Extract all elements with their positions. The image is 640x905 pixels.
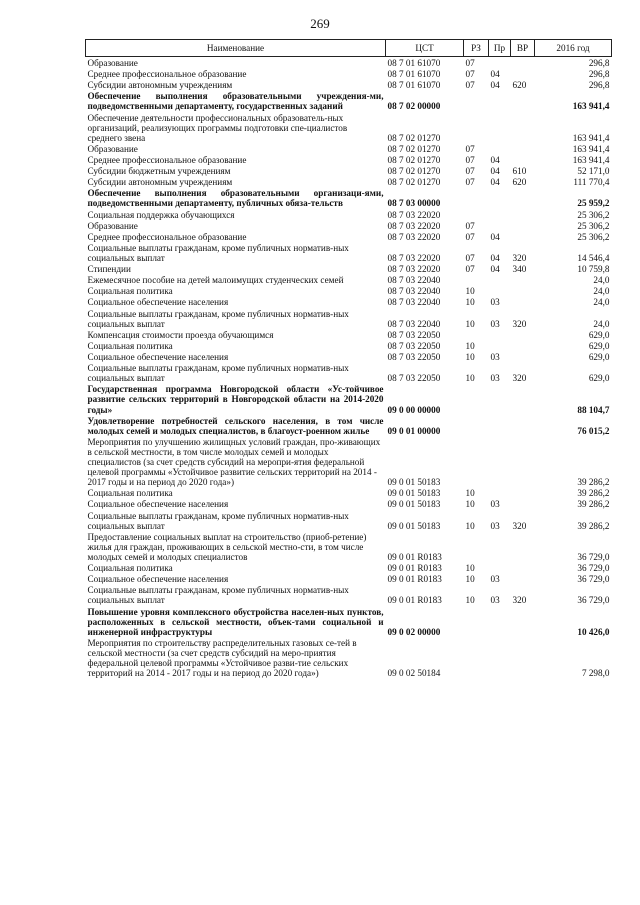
row-pr-code	[489, 220, 511, 231]
row-pr-code	[489, 187, 511, 208]
row-cst-code: 08 7 03 22020	[387, 264, 441, 275]
row-rz-code: 10	[465, 563, 475, 574]
row-vr-code	[511, 498, 535, 509]
row-sum-2016: 24,0	[593, 297, 610, 308]
row-rz-code: 07	[465, 231, 475, 242]
row-cst-code: 09 0 01 50183	[387, 520, 441, 531]
table-row	[86, 143, 612, 154]
table-row	[86, 606, 612, 637]
row-vr-code: 320	[512, 252, 527, 263]
row-rz-code	[464, 112, 489, 143]
row-sum-2016: 24,0	[593, 286, 610, 297]
row-vr-code	[511, 383, 535, 414]
row-name: Обеспечение выполнения образовательными организаци-ями, подведомственными департаменту, публичных обяза-тельств	[87, 188, 384, 209]
row-pr-code	[489, 329, 511, 340]
row-cst-code: 08 7 03 22020	[387, 231, 441, 242]
row-cst-code: 08 7 03 22040	[387, 297, 441, 308]
row-name: Образование	[87, 220, 138, 231]
row-rz-code: 07	[465, 69, 475, 80]
table-row	[86, 296, 612, 307]
table-row	[86, 362, 612, 383]
header-rz: РЗ	[464, 40, 489, 57]
row-pr-code	[489, 531, 511, 562]
row-name: Субсидии автономным учреждениям	[87, 80, 233, 91]
row-cst-code: 09 0 02 50184	[387, 668, 441, 679]
row-pr-code: 03	[490, 351, 500, 362]
row-vr-code	[511, 143, 535, 154]
row-pr-code	[489, 487, 511, 498]
row-cst-code: 08 7 03 22020	[387, 252, 441, 263]
row-rz-code: 07	[465, 177, 475, 188]
header-sum: 2016 год	[535, 40, 612, 57]
row-sum-2016: 52 171,0	[577, 166, 610, 177]
row-vr-code	[511, 57, 535, 69]
row-sum-2016: 88 104,7	[577, 404, 610, 415]
row-name: Стипендии	[87, 264, 131, 275]
row-rz-code: 07	[465, 80, 475, 91]
row-sum-2016: 296,8	[588, 80, 610, 91]
row-rz-code	[464, 329, 489, 340]
row-name: Предоставление социальных выплат на строительство (приоб-ретение) жилья для граждан, проживающих в сельской местно-сти, в том числе молодых семей и молодых специалистов	[87, 531, 367, 563]
row-name: Среднее профессиональное образование	[87, 154, 247, 165]
row-rz-code: 10	[465, 297, 475, 308]
row-rz-code	[464, 187, 489, 208]
row-name: Субсидии автономным учреждениям	[87, 177, 233, 188]
row-cst-code: 08 7 02 01270	[387, 132, 441, 143]
row-cst-code: 09 0 01 50183	[387, 499, 441, 510]
row-name: Социальное обеспечение населения	[87, 574, 229, 585]
row-vr-code	[511, 220, 535, 231]
row-pr-code	[489, 415, 511, 436]
row-sum-2016: 36 729,0	[577, 574, 610, 585]
row-sum-2016: 24,0	[593, 318, 610, 329]
table-row	[86, 231, 612, 242]
row-pr-code: 04	[490, 154, 500, 165]
row-rz-code: 10	[465, 488, 475, 499]
row-rz-code	[464, 90, 489, 111]
row-pr-code: 04	[490, 166, 500, 177]
table-row	[86, 498, 612, 509]
row-vr-code	[511, 487, 535, 498]
row-rz-code: 10	[465, 595, 475, 606]
row-name: Социальные выплаты гражданам, кроме публичных норматив-ных социальных выплат	[87, 510, 349, 531]
row-rz-code: 07	[465, 58, 475, 68]
row-vr-code: 620	[512, 80, 527, 91]
table-row	[86, 68, 612, 79]
row-pr-code	[489, 285, 511, 296]
row-name: Удовлетворение потребностей сельского населения, в том числе молодых семей и молодых специалистов, в благоуст-роенном жилье	[87, 415, 384, 436]
row-name: Социальные выплаты гражданам, кроме публичных норматив-ных социальных выплат	[87, 308, 349, 329]
row-rz-code: 10	[465, 499, 475, 510]
row-cst-code: 09 0 01 00000	[387, 425, 441, 436]
page-number: 269	[310, 16, 330, 31]
row-pr-code: 04	[490, 69, 500, 80]
table-row	[86, 176, 612, 187]
row-sum-2016: 629,0	[588, 340, 610, 351]
row-pr-code	[489, 383, 511, 414]
row-rz-code: 10	[465, 340, 475, 351]
row-sum-2016: 25 306,2	[577, 220, 610, 231]
row-cst-code: 08 7 01 61070	[387, 80, 441, 91]
row-name: Мероприятия по строительству распределительных газовых се-тей в сельской местности (за счет средств субсидий на меро-приятия федеральной целевой программы «Устойчивое разви-тие сельских территорий на 2014 - 2017 годы и на период до 2020 года»)	[87, 637, 357, 679]
table-row	[86, 220, 612, 231]
row-name: Социальное обеспечение населения	[87, 351, 229, 362]
row-rz-code: 10	[465, 574, 475, 585]
header-name: Наименование	[86, 40, 386, 57]
row-name: Компенсация стоимости проезда обучающимся	[87, 329, 274, 340]
row-name: Социальное обеспечение населения	[87, 297, 229, 308]
row-sum-2016: 24,0	[593, 275, 610, 286]
row-pr-code	[489, 209, 511, 220]
row-pr-code: 04	[490, 177, 500, 188]
row-pr-code	[489, 143, 511, 154]
row-sum-2016: 296,8	[588, 58, 610, 68]
row-vr-code	[511, 154, 535, 165]
table-row	[86, 57, 612, 69]
row-sum-2016: 629,0	[588, 373, 610, 384]
row-vr-code: 340	[512, 264, 527, 275]
row-cst-code: 09 0 01 50183	[387, 488, 441, 499]
row-cst-code: 09 0 01 R0183	[387, 595, 442, 606]
row-rz-code: 07	[465, 220, 475, 231]
table-row	[86, 531, 612, 562]
row-pr-code	[489, 606, 511, 637]
row-name: Повышение уровня комплексного обустройства населен-ных пунктов, расположенных в сельской местности, объек-тами социальной и инженерной инфраструктуры	[87, 606, 384, 637]
row-sum-2016: 163 941,4	[572, 143, 610, 154]
row-vr-code	[511, 68, 535, 79]
row-rz-code: 07	[465, 252, 475, 263]
row-vr-code	[511, 606, 535, 637]
table-row	[86, 436, 612, 488]
row-rz-code: 07	[465, 166, 475, 177]
row-cst-code: 08 7 02 01270	[387, 177, 441, 188]
row-cst-code: 09 0 01 R0183	[387, 574, 442, 585]
row-name: Социальные выплаты гражданам, кроме публичных норматив-ных социальных выплат	[87, 363, 349, 384]
row-name: Среднее профессиональное образование	[87, 69, 247, 80]
table-row	[86, 165, 612, 176]
row-sum-2016: 163 941,4	[572, 132, 610, 143]
row-pr-code: 04	[490, 231, 500, 242]
row-rz-code	[464, 383, 489, 414]
row-cst-code: 08 7 03 22050	[387, 329, 441, 340]
row-cst-code: 08 7 03 22050	[387, 373, 441, 384]
table-row	[86, 487, 612, 498]
row-pr-code: 04	[490, 252, 500, 263]
row-rz-code	[464, 531, 489, 562]
row-vr-code	[511, 231, 535, 242]
row-pr-code: 03	[490, 520, 500, 531]
row-rz-code: 07	[465, 143, 475, 154]
row-vr-code	[511, 274, 535, 285]
row-pr-code	[489, 637, 511, 678]
row-rz-code	[464, 606, 489, 637]
row-name: Социальная политика	[87, 286, 173, 297]
table-header	[86, 40, 612, 57]
row-vr-code	[511, 285, 535, 296]
table-row	[86, 510, 612, 531]
row-cst-code: 08 7 03 22020	[387, 209, 441, 220]
row-sum-2016: 39 286,2	[577, 520, 610, 531]
row-name: Мероприятия по улучшению жилищных условий граждан, про-живающих в сельской местности, в том числе молодых семей и молодых специалистов (за счет средств субсидий на меропри-ятия федеральной целевой программы «Устойчивое развитие сельских территорий на 2014 - 2017 годы и на период до 2020 года»)	[87, 436, 381, 488]
row-pr-code: 03	[490, 574, 500, 585]
table-row	[86, 308, 612, 329]
row-rz-code	[464, 274, 489, 285]
row-cst-code: 08 7 01 61070	[387, 58, 441, 68]
table-row	[86, 383, 612, 414]
table-row	[86, 340, 612, 351]
row-cst-code: 09 0 02 00000	[387, 626, 441, 637]
header-cst: ЦСТ	[386, 40, 464, 57]
row-rz-code: 10	[465, 520, 475, 531]
row-name: Социальная поддержка обучающихся	[87, 209, 235, 220]
row-vr-code: 320	[512, 318, 527, 329]
row-vr-code	[511, 187, 535, 208]
row-pr-code: 03	[490, 373, 500, 384]
table-row	[86, 573, 612, 584]
row-name: Социальные выплаты гражданам, кроме публичных норматив-ных социальных выплат	[87, 242, 349, 263]
table-row	[86, 112, 612, 143]
row-pr-code	[489, 436, 511, 488]
row-cst-code: 08 7 02 00000	[387, 101, 441, 112]
row-sum-2016: 629,0	[588, 351, 610, 362]
row-cst-code: 08 7 01 61070	[387, 69, 441, 80]
row-vr-code	[511, 573, 535, 584]
budget-table	[85, 39, 612, 678]
row-vr-code	[511, 329, 535, 340]
row-sum-2016: 39 286,2	[577, 499, 610, 510]
row-vr-code	[511, 112, 535, 143]
row-rz-code: 10	[465, 351, 475, 362]
row-vr-code	[511, 296, 535, 307]
row-cst-code: 08 7 03 22020	[387, 220, 441, 231]
row-pr-code	[489, 340, 511, 351]
row-rz-code	[464, 637, 489, 678]
row-pr-code	[489, 274, 511, 285]
row-sum-2016: 76 015,2	[577, 425, 610, 436]
row-vr-code	[511, 562, 535, 573]
row-vr-code	[511, 637, 535, 678]
row-rz-code: 07	[465, 264, 475, 275]
row-sum-2016: 629,0	[588, 329, 610, 340]
row-sum-2016: 36 729,0	[577, 595, 610, 606]
table-row	[86, 329, 612, 340]
table-row	[86, 562, 612, 573]
row-rz-code: 10	[465, 318, 475, 329]
row-vr-code: 610	[512, 166, 527, 177]
row-vr-code	[511, 415, 535, 436]
row-vr-code: 320	[512, 373, 527, 384]
row-cst-code: 08 7 03 22050	[387, 340, 441, 351]
row-cst-code: 08 7 02 01270	[387, 166, 441, 177]
row-rz-code	[464, 415, 489, 436]
row-name: Социальная политика	[87, 563, 173, 574]
table-row	[86, 79, 612, 90]
header-pr: Пр	[489, 40, 511, 57]
row-pr-code: 03	[490, 318, 500, 329]
row-name: Обеспечение выполнения образовательными учреждения-ми, подведомственными департаменту, государственных заданий	[87, 91, 384, 112]
row-sum-2016: 39 286,2	[577, 477, 610, 488]
row-sum-2016: 10 426,0	[577, 626, 610, 637]
table-row	[86, 187, 612, 208]
row-rz-code	[464, 209, 489, 220]
row-sum-2016: 163 941,4	[572, 154, 610, 165]
table-row	[86, 584, 612, 605]
row-cst-code: 09 0 01 R0183	[387, 563, 442, 574]
table-row	[86, 154, 612, 165]
table-row	[86, 90, 612, 111]
row-name: Образование	[87, 58, 138, 68]
row-sum-2016: 163 941,4	[572, 101, 610, 112]
row-sum-2016: 25 306,2	[577, 209, 610, 220]
row-name: Государственная программа Новгородской области «Ус-тойчивое развитие сельских территорий в Новгородской области на 2014-2020 годы»	[87, 384, 384, 415]
row-name: Образование	[87, 143, 138, 154]
row-vr-code	[511, 436, 535, 488]
row-rz-code: 07	[465, 154, 475, 165]
table-row	[86, 242, 612, 263]
row-name: Социальная политика	[87, 488, 173, 499]
row-vr-code	[511, 209, 535, 220]
row-pr-code: 04	[490, 264, 500, 275]
row-name: Субсидии бюджетным учреждениям	[87, 166, 231, 177]
row-name: Социальное обеспечение населения	[87, 499, 229, 510]
header-vr: ВР	[511, 40, 535, 57]
row-pr-code	[489, 57, 511, 69]
row-sum-2016: 10 759,8	[577, 264, 610, 275]
row-pr-code	[489, 112, 511, 143]
row-vr-code	[511, 351, 535, 362]
table-row	[86, 285, 612, 296]
row-rz-code	[464, 436, 489, 488]
row-vr-code	[511, 340, 535, 351]
row-sum-2016: 25 959,2	[577, 198, 610, 209]
row-name: Обеспечение деятельности профессиональных образователь-ных организаций, реализующих программы подготовки спе-циалистов среднего звена	[87, 112, 348, 143]
row-pr-code	[489, 90, 511, 111]
row-sum-2016: 14 546,4	[577, 252, 610, 263]
row-pr-code: 03	[490, 499, 500, 510]
row-sum-2016: 25 306,2	[577, 231, 610, 242]
row-name: Ежемесячное пособие на детей малоимущих студенческих семей	[87, 275, 344, 286]
row-pr-code: 03	[490, 595, 500, 606]
table-row	[86, 415, 612, 436]
row-pr-code: 04	[490, 80, 500, 91]
row-rz-code: 10	[465, 373, 475, 384]
row-cst-code: 09 0 01 50183	[387, 477, 441, 488]
row-sum-2016: 36 729,0	[577, 552, 610, 563]
row-cst-code: 08 7 03 22050	[387, 351, 441, 362]
row-cst-code: 08 7 03 22040	[387, 275, 441, 286]
row-name: Среднее профессиональное образование	[87, 231, 247, 242]
table-row	[86, 209, 612, 220]
table-row	[86, 351, 612, 362]
row-sum-2016: 111 770,4	[573, 177, 610, 188]
row-vr-code: 620	[512, 177, 527, 188]
row-sum-2016: 36 729,0	[577, 563, 610, 574]
row-name: Социальные выплаты гражданам, кроме публичных норматив-ных социальных выплат	[87, 585, 349, 606]
row-cst-code: 08 7 02 01270	[387, 143, 441, 154]
row-vr-code	[511, 531, 535, 562]
row-cst-code: 09 0 00 00000	[387, 404, 441, 415]
row-cst-code: 09 0 01 R0183	[387, 552, 442, 563]
table-row	[86, 274, 612, 285]
row-name: Социальная политика	[87, 340, 173, 351]
row-sum-2016: 39 286,2	[577, 488, 610, 499]
row-vr-code	[511, 90, 535, 111]
table-row	[86, 637, 612, 678]
row-cst-code: 08 7 02 01270	[387, 154, 441, 165]
row-cst-code: 08 7 03 00000	[387, 198, 441, 209]
table-row	[86, 263, 612, 274]
table-body	[86, 57, 612, 679]
row-sum-2016: 7 298,0	[581, 668, 610, 679]
row-sum-2016: 296,8	[588, 69, 610, 80]
row-pr-code	[489, 562, 511, 573]
row-vr-code: 320	[512, 595, 527, 606]
row-rz-code: 10	[465, 286, 475, 297]
row-pr-code: 03	[490, 297, 500, 308]
row-vr-code: 320	[512, 520, 527, 531]
row-cst-code: 08 7 03 22040	[387, 318, 441, 329]
row-cst-code: 08 7 03 22040	[387, 286, 441, 297]
